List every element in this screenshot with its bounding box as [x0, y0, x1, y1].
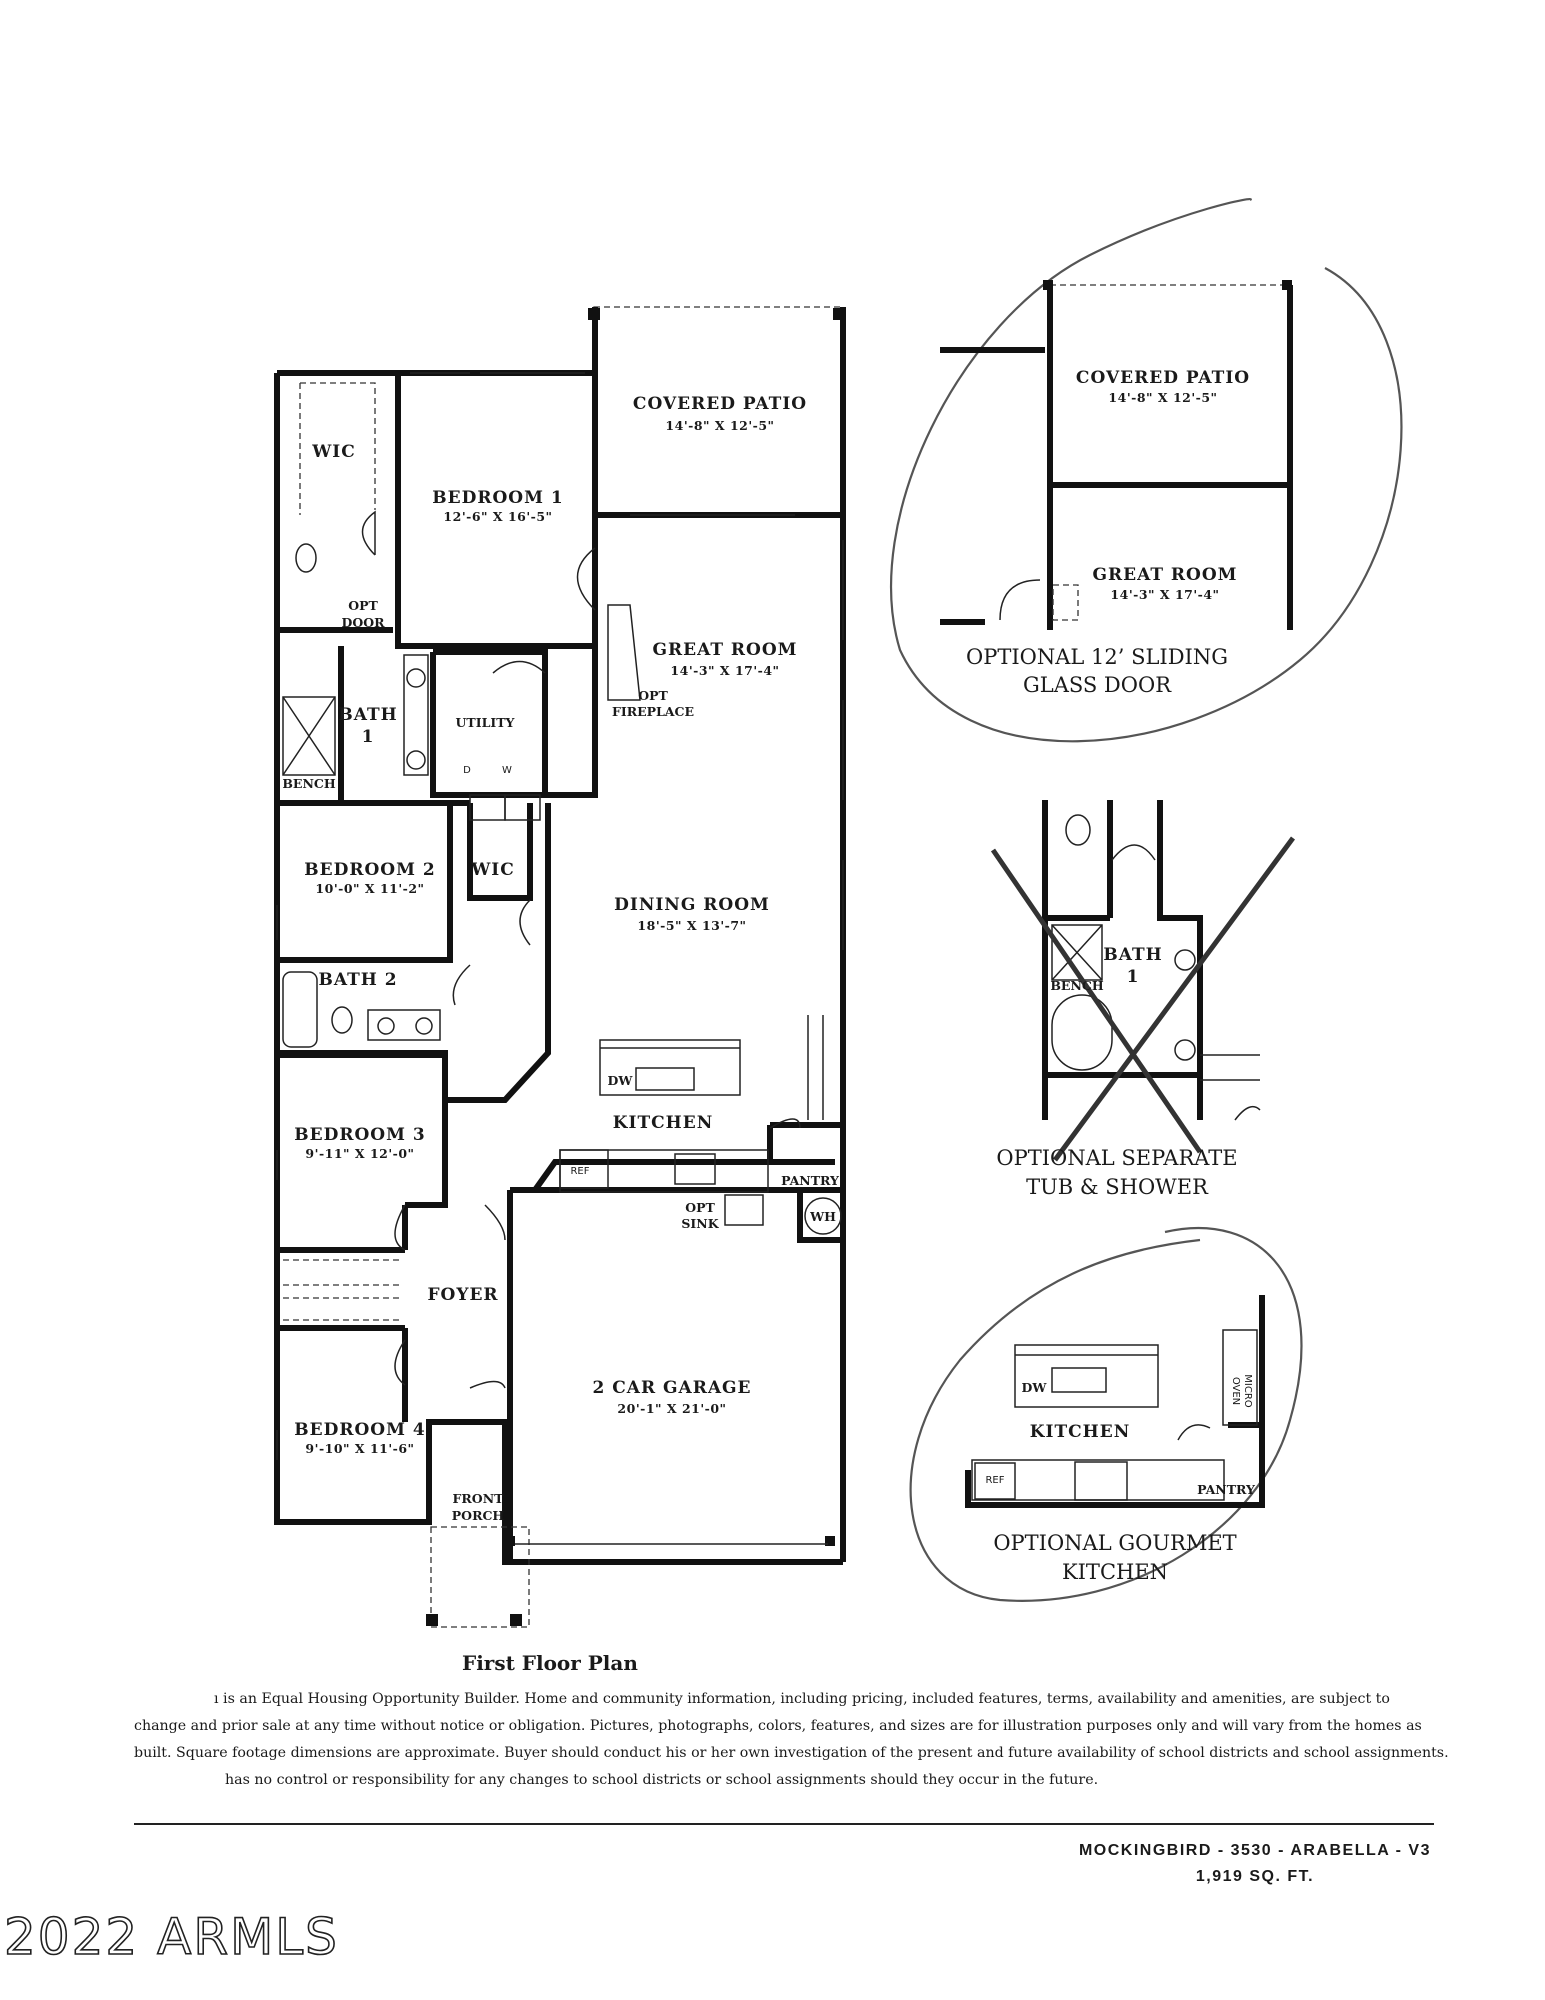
opt-great-room-dim: 14'-3" X 17'-4": [1110, 587, 1220, 602]
opt-sliding-caption-1: OPTIONAL 12’ SLIDING: [965, 645, 1229, 669]
opt-bench-label: BENCH: [1050, 978, 1104, 993]
model-sqft: 1,919 SQ. FT.: [1195, 1868, 1315, 1885]
ref-label: REF: [570, 1166, 590, 1177]
disclaimer-line: change and prior sale at any time without notice or obligation. Pictures, photographs, colors, features, and sizes are for illustration purposes only and will vary from the homes as: [134, 1718, 1422, 1734]
opt-patio-label: COVERED PATIO: [1075, 368, 1251, 388]
opt-tub-caption-2: TUB & SHOWER: [1026, 1175, 1208, 1199]
dryer-label: D: [463, 765, 471, 776]
utility-label: UTILITY: [455, 715, 515, 730]
bath-1-label-2: 1: [361, 727, 375, 747]
garage-dim: 20'-1" X 21'-0": [617, 1401, 727, 1416]
opt-dw-label: DW: [1021, 1380, 1047, 1395]
garage-label: 2 CAR GARAGE: [592, 1378, 752, 1398]
opt-micro-label: MICRO: [1242, 1374, 1253, 1408]
divider: [134, 1823, 1434, 1825]
model-name: MOCKINGBIRD - 3530 - ARABELLA - V3: [1078, 1842, 1431, 1859]
opt-bath-label-2: 1: [1126, 967, 1140, 987]
front-porch-label-1: FRONT: [452, 1491, 504, 1506]
bath-1-label-1: BATH: [338, 705, 398, 725]
opt-bath-label-1: BATH: [1103, 945, 1163, 965]
wic-1-label: WIC: [312, 442, 356, 462]
disclaimer-line: built. Square footage dimensions are approximate. Buyer should conduct his or her own investigation of the present and future availability of school districts and school assignments.: [134, 1745, 1449, 1761]
disclaimer-line: ı is an Equal Housing Opportunity Builder. Home and community information, including pricing, included features, terms, availability and amenities, are subject to: [214, 1691, 1390, 1707]
opt-fireplace-label-1: OPT: [638, 688, 668, 703]
bath-2-label: BATH 2: [318, 970, 398, 990]
bedroom-4-dim: 9'-10" X 11'-6": [305, 1441, 415, 1456]
bedroom-1-dim: 12'-6" X 16'-5": [443, 509, 553, 524]
kitchen-label: KITCHEN: [612, 1113, 714, 1133]
opt-oven-label: OVEN: [1230, 1376, 1241, 1406]
opt-great-room-label: GREAT ROOM: [1092, 565, 1238, 585]
foyer-label: FOYER: [427, 1285, 499, 1305]
opt-sliding-caption-2: GLASS DOOR: [1022, 673, 1172, 697]
opt-pantry-label: PANTRY: [1197, 1482, 1255, 1497]
opt-gourmet-caption-1: OPTIONAL GOURMET: [993, 1531, 1237, 1555]
model-info: [1079, 1838, 1431, 1890]
great-room-label: GREAT ROOM: [652, 640, 798, 660]
pantry-label: PANTRY: [781, 1173, 839, 1188]
opt-sink-label-2: SINK: [681, 1216, 719, 1231]
front-porch-label-2: PORCH: [451, 1508, 505, 1523]
opt-ref-label: REF: [985, 1475, 1005, 1486]
dw-label: DW: [607, 1073, 633, 1088]
bedroom-3-label: BEDROOM 3: [294, 1125, 426, 1145]
covered-patio-label: COVERED PATIO: [632, 394, 808, 414]
bedroom-3-dim: 9'-11" X 12'-0": [305, 1146, 415, 1161]
opt-patio-dim: 14'-8" X 12'-5": [1108, 390, 1218, 405]
copyright-watermark: 2022 ARMLS: [4, 1908, 339, 1966]
bedroom-1-label: BEDROOM 1: [432, 488, 564, 508]
opt-sink-label-1: OPT: [685, 1200, 715, 1215]
great-room-dim: 14'-3" X 17'-4": [670, 663, 780, 678]
covered-patio-dim: 14'-8" X 12'-5": [665, 418, 775, 433]
bedroom-2-dim: 10'-0" X 11'-2": [315, 881, 425, 896]
opt-gourmet-caption-2: KITCHEN: [1061, 1560, 1169, 1584]
disclaimer: [134, 1686, 1449, 1794]
bench-label: BENCH: [282, 776, 336, 791]
water-heater-label: WH: [810, 1209, 836, 1224]
disclaimer-line: has no control or responsibility for any changes to school districts or school assignments should they occur in the future.: [225, 1772, 1099, 1788]
wic-2-label: WIC: [471, 860, 515, 880]
bedroom-4-label: BEDROOM 4: [294, 1420, 426, 1440]
floor-plan-caption: First Floor Plan: [462, 1651, 638, 1675]
opt-tub-caption-1: OPTIONAL SEPARATE: [996, 1146, 1238, 1170]
opt-kitchen-label: KITCHEN: [1029, 1422, 1131, 1442]
opt-fireplace-label-2: FIREPLACE: [611, 704, 695, 719]
opt-door-label-1: OPT: [348, 598, 378, 613]
dining-room-label: DINING ROOM: [614, 895, 770, 915]
washer-label: W: [502, 765, 512, 776]
option-tub-shower-drawing: [993, 800, 1293, 1160]
dining-room-dim: 18'-5" X 13'-7": [637, 918, 747, 933]
opt-door-label-2: DOOR: [341, 615, 385, 630]
bedroom-2-label: BEDROOM 2: [304, 860, 436, 880]
